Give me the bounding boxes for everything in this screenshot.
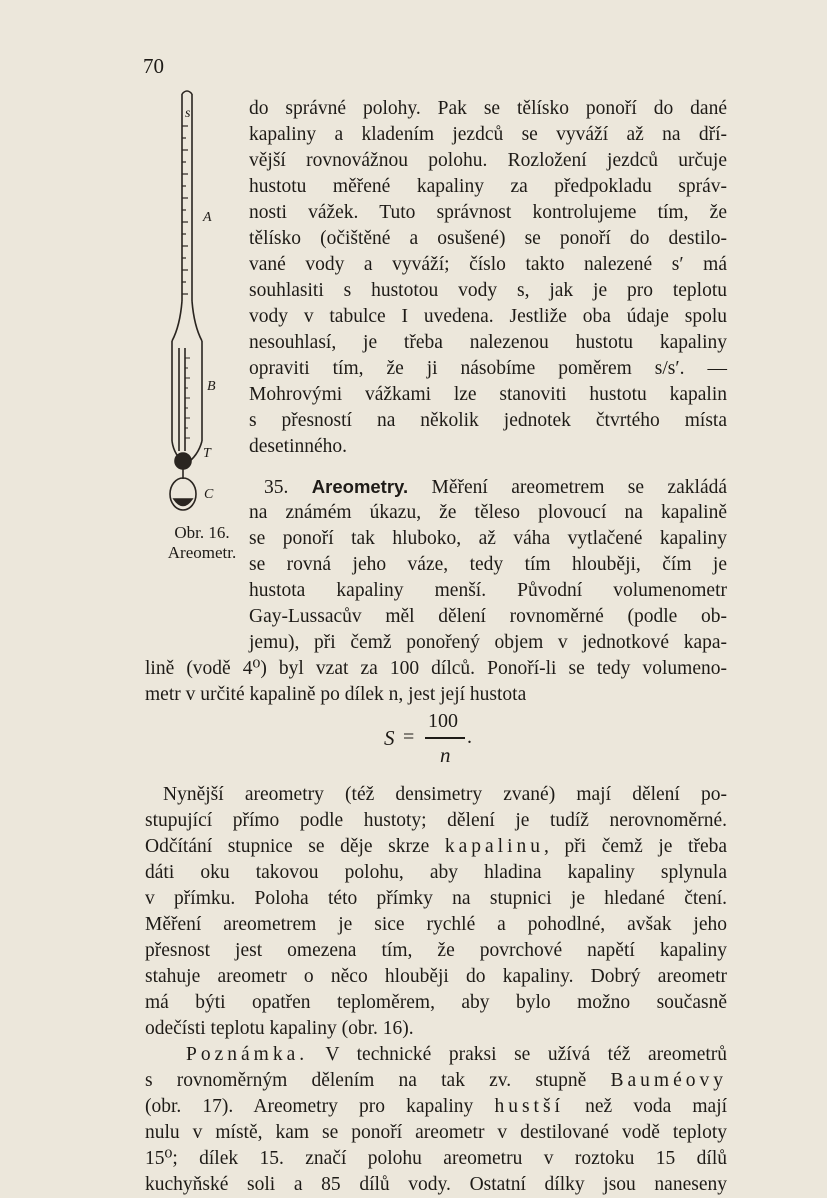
text-line: hustota kapaliny menší. Původní volumenometr [249, 580, 727, 601]
figure-caption-title: Areometr. [167, 543, 237, 562]
figure-label-a: A [203, 210, 212, 225]
text-line: hustotu měřené kapaliny za předpokladu správ- [249, 176, 727, 197]
figure-label-c: C [204, 487, 214, 502]
thermometer-bulb [175, 453, 191, 469]
equation-equals: = [403, 726, 415, 748]
text-line: v přímku. Poloha této přímky na stupnici je hledané čtení. [145, 888, 727, 909]
text-segment: s rovnoměrným dělením na tak zv. stupně [145, 1070, 587, 1091]
equation-lhs: S [384, 726, 395, 750]
text-line: s přesností na několik jednotek čtvrtého místa [249, 410, 727, 431]
text-line: metr v určité kapalině po dílek n, jest její hustota [145, 684, 527, 705]
equation-denominator: n [440, 743, 451, 767]
text-line: Nynější areometry (též densimetry zvané) mají dělení po- [163, 784, 727, 805]
section-title: Areometry. [311, 476, 409, 497]
page-number: 70 [143, 54, 164, 78]
text-line: vější rovnovážnou polohu. Rozložení jezdců určuje [249, 150, 727, 171]
text-line: stupující přímo podle hustoty; dělení je tudíž nerovnoměrné. [145, 810, 727, 831]
text-line: souhlasiti s hustotou vody s, jak je pro teplotu [249, 280, 727, 301]
text-line [145, 834, 727, 860]
areometer-figure [168, 86, 208, 526]
spaced-word: hustší [494, 1096, 564, 1117]
section-number: 35. [264, 477, 289, 498]
figure-label-s: s [185, 106, 191, 121]
spaced-word: kapalinu [444, 836, 545, 857]
text-line: kuchyňské soli a 85 dílů vody. Ostatní dílky jsou naneseny [145, 1174, 727, 1195]
text-line: přesnost jest omezena tím, že povrchové napětí kapaliny [145, 940, 727, 961]
text-line: se rovná jeho váze, tedy tím hlouběji, čím je [249, 554, 727, 575]
text-line: vody v tabulce I uvedena. Jestliže oba údaje spolu [249, 306, 727, 327]
text-line: opraviti tím, že ji násobíme poměrem s/s′. — [249, 358, 727, 379]
note-label: Poznámka. [186, 1044, 309, 1065]
text-line: má býti opatřen teploměrem, aby bylo možno současně [145, 992, 727, 1013]
text-line [145, 1068, 727, 1094]
section-first-line: Měření areometrem se zakládá [431, 477, 727, 498]
section-heading-line [264, 474, 727, 501]
stem-scale [182, 126, 188, 294]
text-line: kapaliny a kladením jezdců se vyváží až na dří- [249, 124, 727, 145]
text-segment: , při čemž je třeba [544, 836, 728, 857]
text-line: lině (vodě 4⁰) byl vzat za 100 dílců. Ponoří-li se tedy volumeno- [145, 658, 727, 679]
text-line: desetinného. [249, 436, 348, 457]
text-line: stahuje areometr o něco hlouběji do kapaliny. Dobrý areometr [145, 966, 727, 987]
text-line: do správné polohy. Pak se tělísko ponoří do dané [249, 98, 727, 119]
text-line: Měření areometrem je sice rychlé a pohodlné, avšak jeho [145, 914, 727, 935]
text-line: 15⁰; dílek 15. značí polohu areometru v roztoku 15 dílů [145, 1148, 727, 1169]
text-line: na známém úkazu, že těleso plovoucí na kapalině [249, 502, 727, 523]
figure-caption-number: Obr. 16. [174, 523, 230, 542]
equation-numerator: 100 [428, 710, 458, 732]
text-segment: než voda mají [585, 1096, 728, 1117]
stem-top [182, 91, 192, 94]
fraction-bar [425, 737, 465, 739]
text-segment: V technické praksi se užívá též areometrů [325, 1044, 728, 1065]
text-line [186, 1042, 727, 1068]
text-line: dáti oku takovou polohu, aby hladina kapaliny splynula [145, 862, 727, 883]
text-line: jemu), při čemž ponořený objem v jednotkové kapa- [249, 632, 727, 653]
ballast-fill [174, 499, 192, 506]
figure-label-b: B [207, 379, 216, 394]
text-line: tělísko (očištěné a osušené) se ponoří do destilo- [249, 228, 727, 249]
text-line: se ponoří tak hluboko, až váha vytlačené kapaliny [249, 528, 727, 549]
text-segment: Odčítání stupnice se děje skrze [145, 836, 430, 857]
baume-word: Bauméovy [610, 1070, 727, 1091]
text-line: odečísti teplotu kapaliny (obr. 16). [145, 1018, 414, 1039]
text-line [145, 1094, 727, 1120]
figure-label-t: T [203, 446, 211, 461]
text-line: nosti vážek. Tuto správnost kontrolujeme tím, že [249, 202, 727, 223]
text-line: nulu v místě, kam se ponoří areometr v destilované vodě teploty [145, 1122, 727, 1143]
text-line: nesouhlasí, je třeba nalezenou hustotu kapaliny [249, 332, 727, 353]
text-line: vané vody a vyváží; číslo takto nalezené s′ má [249, 254, 727, 275]
body-shoulder [172, 301, 202, 341]
text-line: Gay-Lussacův měl dělení rovnoměrné (podle ob- [249, 606, 727, 627]
text-line: Mohrovými vážkami lze stanoviti hustotu kapalin [249, 384, 727, 405]
equation-period: . [467, 726, 472, 748]
text-segment: (obr. 17). Areometry pro kapaliny [145, 1096, 474, 1117]
